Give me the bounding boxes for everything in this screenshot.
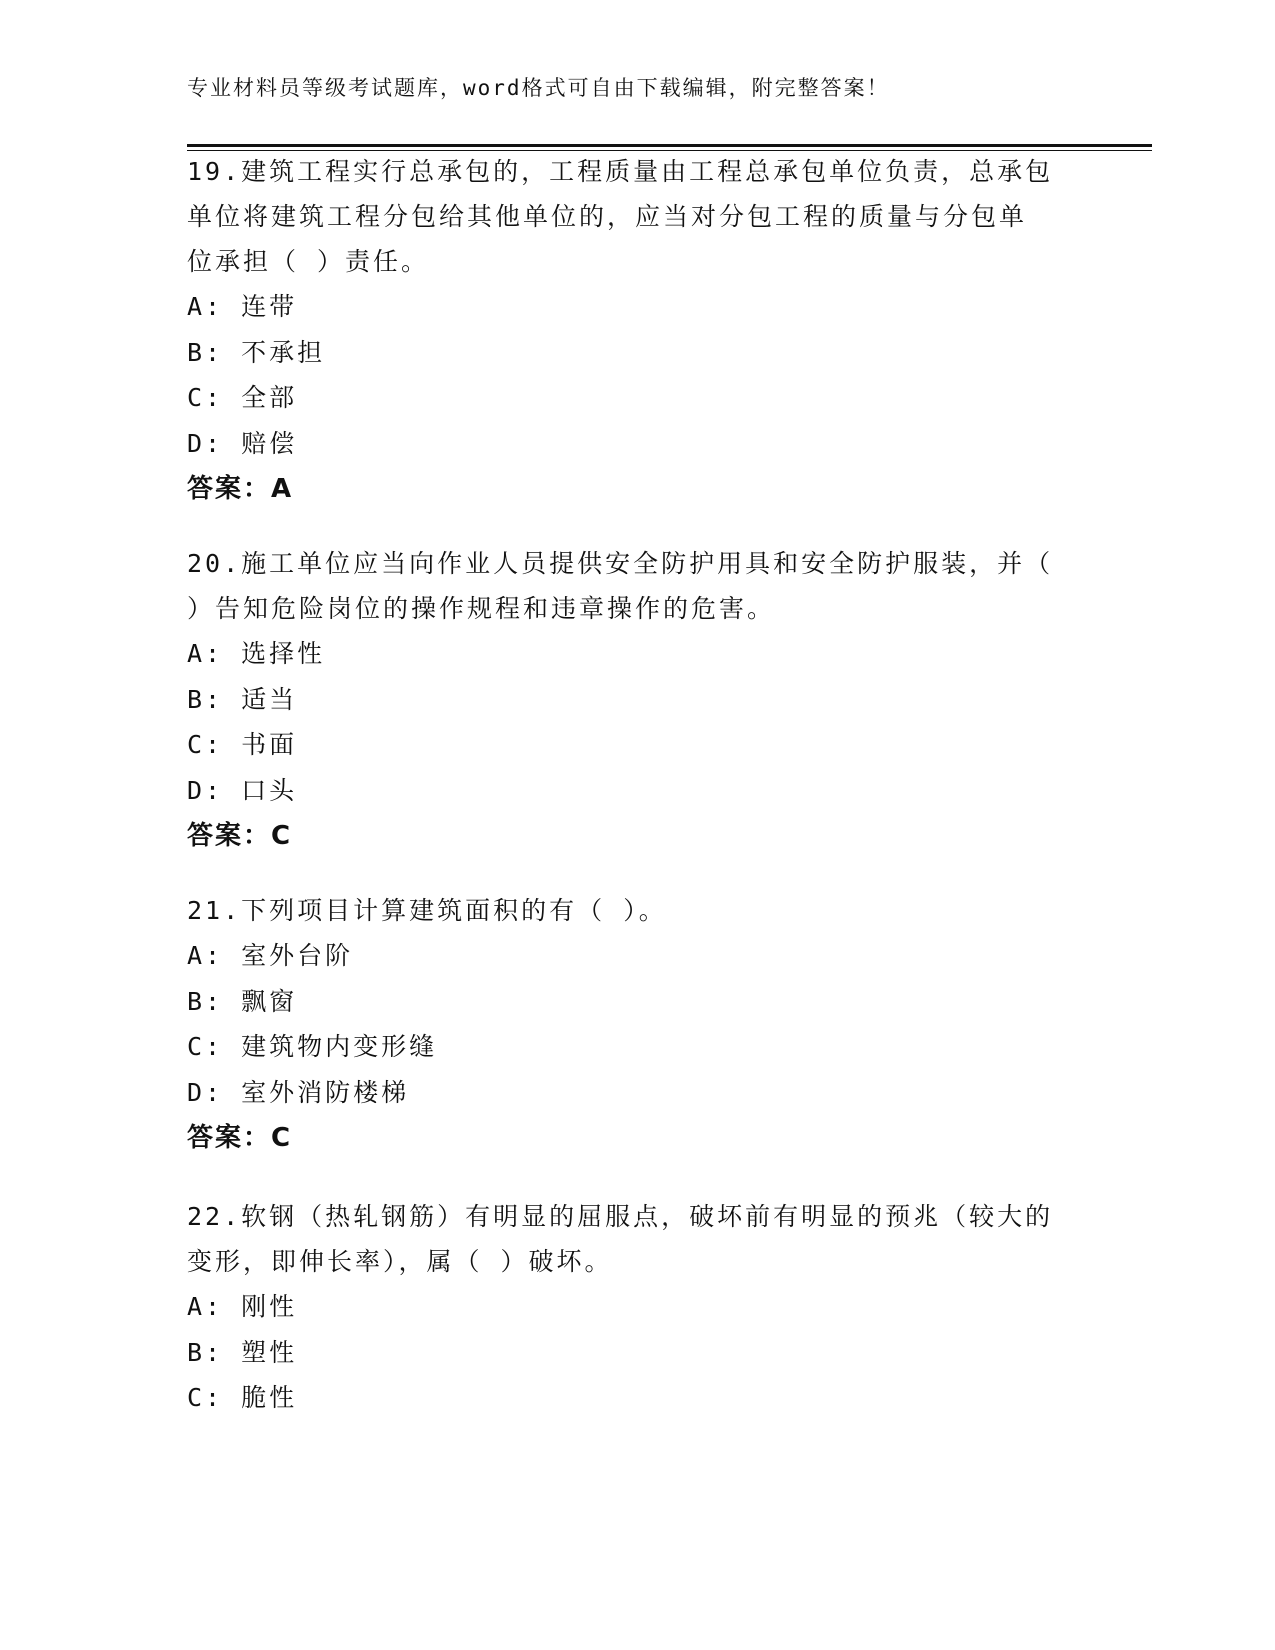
option-b: B: 适当 xyxy=(187,684,298,714)
question-stem: 22.软钢（热轧钢筋）有明显的屈服点，破坏前有明显的预兆（较大的 变形，即伸长率），属（ ）破坏。 xyxy=(187,1202,1054,1276)
question-20 xyxy=(187,541,1087,859)
option-d: D: 口头 xyxy=(187,775,298,805)
question-stem: 19.建筑工程实行总承包的，工程质量由工程总承包单位负责，总承包 单位将建筑工程分包给其他单位的，应当对分包工程的质量与分包单 位承担（ ）责任。 xyxy=(187,157,1054,276)
option-b: B: 塑性 xyxy=(187,1337,298,1367)
answer: 答案：A xyxy=(187,474,294,504)
option-c: C: 书面 xyxy=(187,730,298,759)
option-a: A: 刚性 xyxy=(187,1292,298,1321)
question-22 xyxy=(187,1194,1087,1421)
page-header: 专业材料员等级考试题库，word格式可自由下载编辑，附完整答案！ xyxy=(187,76,890,100)
option-a: A: 连带 xyxy=(187,292,298,321)
option-d: D: 室外消防楼梯 xyxy=(187,1077,410,1107)
option-b: B: 飘窗 xyxy=(187,986,298,1016)
answer: 答案：C xyxy=(187,1123,293,1153)
option-a: A: 室外台阶 xyxy=(187,941,354,970)
option-b: B: 不承担 xyxy=(187,337,326,367)
question-stem: 20.施工单位应当向作业人员提供安全防护用具和安全防护服装，并（ ）告知危险岗位的操作规程和违章操作的危害。 xyxy=(187,549,1054,623)
option-c: C: 全部 xyxy=(187,383,298,412)
question-stem: 21.下列项目计算建筑面积的有（ ）。 xyxy=(187,896,667,925)
option-d: D: 赔偿 xyxy=(187,428,298,458)
option-c: C: 建筑物内变形缝 xyxy=(187,1032,438,1061)
answer: 答案：C xyxy=(187,821,293,851)
option-a: A: 选择性 xyxy=(187,639,326,668)
option-c: C: 脆性 xyxy=(187,1383,298,1412)
question-21 xyxy=(187,888,1087,1161)
header-rule-thick xyxy=(187,144,1152,147)
question-19 xyxy=(187,149,1087,512)
